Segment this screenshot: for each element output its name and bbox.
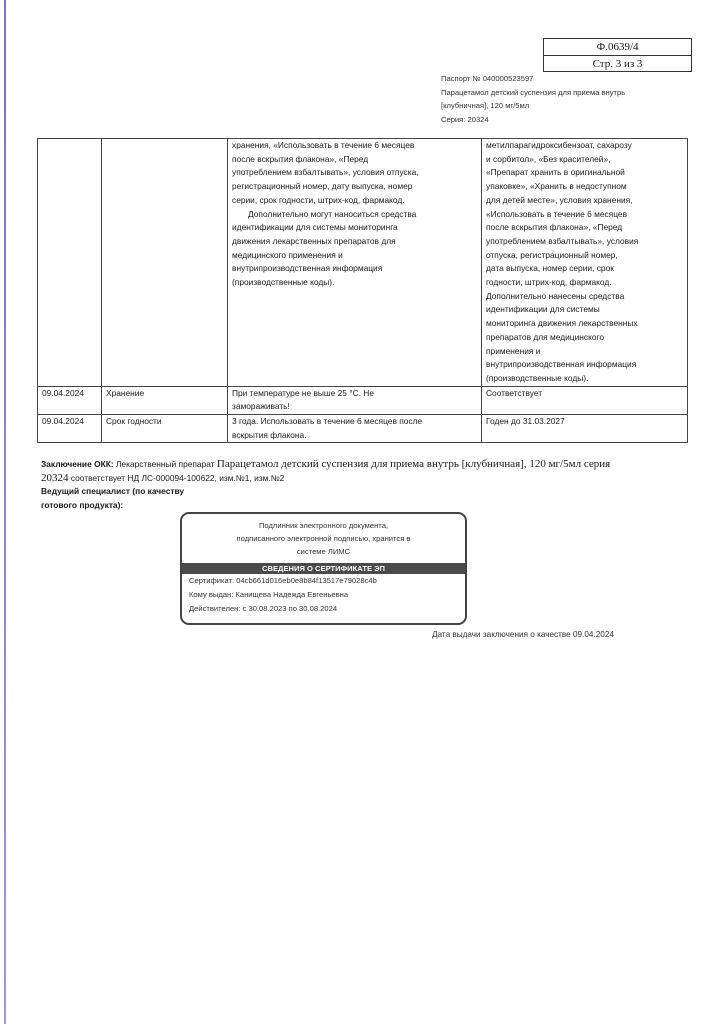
text-line: «Препарат хранить в оригинальной	[486, 167, 625, 178]
text-line: серии, срок годности, штрих-код, фармакод.	[232, 194, 405, 205]
quality-table	[37, 138, 688, 443]
stamp-certificate: Сертификат: 04cb661d016eb0e8b84f13517e79028c4b	[189, 576, 377, 585]
table-row	[38, 386, 688, 414]
passport-number: Паспорт № 040000523597	[441, 74, 534, 83]
specialist-label-line2: готового продукта):	[41, 499, 124, 510]
text-line: годности, штрих-код, фармакод.	[486, 277, 612, 288]
form-code: Ф.0639/4	[544, 39, 691, 56]
text-line: 3 года. Использовать в течение 6 месяцев после	[232, 416, 423, 427]
passport-product-line2: [клубничная], 120 мг/5мл	[441, 101, 530, 110]
specialist-label-line1: Ведущий специалист (по качеству	[41, 486, 185, 496]
passport-product-line1: Парацетамол детский суспензия для приема внутрь	[441, 87, 626, 97]
text-line: препаратов для медицинского	[486, 331, 605, 342]
text-line: употреблением взбалтывать», условия отпуска,	[232, 167, 419, 178]
table-cell-requirement	[228, 415, 482, 443]
text-line: регистрационный номер, дату выпуска, номер	[232, 181, 413, 192]
table-cell-requirement	[228, 386, 482, 414]
text-line: «Использовать в течение 6 месяцев	[486, 208, 628, 219]
text-line: отпуска, регистрационный номер,	[486, 249, 618, 260]
conclusion-text: Лекарственный препарат	[113, 459, 217, 469]
text-line: идентификации для системы	[486, 304, 600, 315]
table-row	[38, 139, 688, 387]
table-cell-indicator: Срок годности	[102, 415, 228, 443]
conclusion-line	[41, 472, 681, 486]
conclusion-product-name: Парацетамол детский суспензия для приема внутрь [клубничная], 120 мг/5мл серия	[216, 458, 611, 470]
table-row	[38, 415, 688, 443]
text-line: дата выпуска, номер серии, срок	[486, 263, 614, 274]
text-line: для детей месте», условия хранения,	[486, 194, 633, 205]
stamp-valid: Действителен: с 30.08.2023 по 30.08.2024	[189, 604, 338, 613]
result-text	[486, 139, 683, 386]
text-line: применения и	[486, 345, 541, 356]
table-cell-requirement	[228, 139, 482, 387]
conclusion-line	[41, 458, 681, 472]
text-line: после вскрытия флакона», «Перед	[486, 222, 623, 233]
stamp-issued-to: Кому выдан: Канищева Надежда Евгеньевна	[189, 590, 349, 599]
requirement-text	[232, 139, 477, 290]
text-line: медицинского применения и	[232, 249, 343, 260]
table-cell-date: 09.04.2024	[38, 415, 102, 443]
stamp-message-line: подписанного электронной подписью, хранится в	[236, 534, 411, 543]
stamp-certificate-title: СВЕДЕНИЯ О СЕРТИФИКАТЕ ЭП	[182, 563, 465, 574]
text-line: и сорбитол», «Без красителей»,	[486, 153, 611, 164]
stamp-message-line: системе ЛИМС	[296, 547, 351, 556]
text-line: При температуре не выше 25 °С. Не	[232, 387, 375, 398]
table-cell-date: 09.04.2024	[38, 386, 102, 414]
conclusion-series: 20324	[41, 471, 69, 484]
conclusion-compliance: соответствует НД ЛС-000094-100622, изм.№1, изм.№2	[68, 472, 285, 483]
text-line: хранения, «Использовать в течение 6 месяцев	[232, 140, 415, 150]
form-code-box	[543, 38, 692, 72]
text-line: внутрипроизводственная информация	[486, 359, 637, 370]
text-line: (производственные коды).	[232, 277, 335, 288]
electronic-signature-stamp	[180, 512, 467, 625]
stamp-message	[182, 519, 465, 558]
table-cell-indicator: Хранение	[102, 386, 228, 414]
passport-block	[441, 72, 681, 126]
text-line: идентификации для системы мониторинга	[232, 222, 398, 233]
text-line: Дополнительно могут наноситься средства	[248, 208, 417, 219]
conclusion-label: Заключение ОКК:	[41, 459, 114, 469]
text-line: внутрипроизводственная информация	[232, 263, 383, 274]
text-line: метилпарагидроксибензоат, сахарозу	[486, 140, 632, 150]
table-cell-indicator	[102, 139, 228, 387]
text-line: вскрытия флакона.	[232, 429, 307, 440]
page-number: Стр. 3 из 3	[592, 58, 643, 70]
stamp-message-line: Подлинник электронного документа,	[258, 521, 389, 530]
date-issued: Дата выдачи заключения о качестве 09.04.2024	[432, 630, 614, 639]
conclusion-block	[41, 458, 681, 512]
table-cell-result: Соответствует	[482, 386, 688, 414]
table-cell-result	[482, 139, 688, 387]
text-line: упаковке», «Хранить в недоступном	[486, 181, 627, 192]
passport-series: Серия: 20324	[441, 114, 489, 124]
text-line: (производственные коды).	[486, 372, 589, 383]
text-line: употреблением взбалтывать», условия	[486, 235, 639, 246]
text-line: Дополнительно нанесены средства	[486, 290, 625, 301]
table-cell-date	[38, 139, 102, 387]
text-line: мониторинга движения лекарственных	[486, 318, 638, 329]
left-margin-line	[4, 0, 6, 1024]
text-line: замораживать!	[232, 401, 290, 412]
text-line: движения лекарственных препаратов для	[232, 235, 396, 246]
text-line: после вскрытия флакона», «Перед	[232, 153, 369, 164]
table-cell-result: Годен до 31.03.2027	[482, 415, 688, 443]
